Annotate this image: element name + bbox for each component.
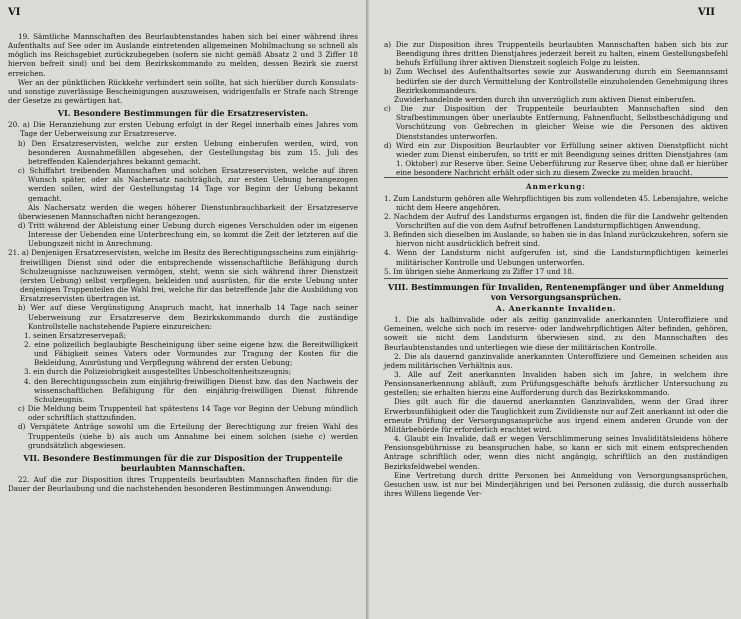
paragraph-19-note: Wer an der pünktlichen Rückkehr verhindert sein sollte, hat sich hierüber durch Konsulats- und sonstige zuverlässige Bescheinigungen auszuweisen, widrigenfalls er Strafe nach Strenge der Gesetze zu gewärtigen hat. [8,77,358,106]
paragraph-21c: c) Die Meldung beim Truppenteil hat spätestens 14 Tage vor Beginn der Uebung mündlich oder schriftlich stattzufinden. [18,404,358,423]
left-column [8,32,358,493]
page-number-right: VII [697,7,715,18]
paragraph-3-note: Dies gilt auch für die dauernd anerkannten Ganzinvaliden, wenn der Grad ihrer Erwerbsunfähigkeit oder die Tauglichkeit zum Zivildienste nur auf Zeit anerkannt ist oder die erneute Prüfung der Versorgungsansprüche aus irgend einem anderen Grunde von der Militärbehörde für erforderlich erachtet wird. [384,397,728,434]
paragraph-3: 3. Alle auf Zeit anerkannten Invaliden haben sich im Jahre, in welchem ihre Pensionsanerkennung abläuft, zum Prüfungsgeschäfte behufs ärztlicher Untersuchung zu gestellen; sie erhalten hierzu eine Aufforderung durch das Bezirkskommando. [384,370,728,398]
list-item: 2. eine polizeilich beglaubigte Bescheinigung über seine eigene bzw. die Bereitwilligkeit und Fähigkeit seines Vaters oder Vormundes zur Tragung der Kosten für die Bekleidung, Ausrüstung und Verpflegung während der ersten Uebung; [24,340,358,368]
paragraph-4-note: Eine Vertretung durch dritte Personen bei Anmeldung von Versorgungsansprüchen, Gesuchen usw. ist nur bei Minderjährigen und bei Personen zulässig, die durch ausserhalb ihres Willens liegende Ver- [384,470,728,499]
heading-section-vii: VII. Besondere Bestimmungen für die zur Disposition der Truppenteile beurlaubten Mannschaften. [23,452,343,473]
right-page [370,0,741,619]
paragraph-20d: d) Tritt während der Ableistung einer Uebung durch eigenes Verschulden oder im eigenen Interesse der Uebenden eine Unterbrechung ein, so kommt die Zeit der letzteren auf die Uebungszeit nicht in Anrechnung. [18,220,358,249]
list-item: 3. ein durch die Polizeiobrigkeit ausgestelltes Unbescholtenheitszeugnis; [24,367,292,377]
heading-section-viii: VIII. Bestimmungen für Invaliden, Rentenempfänger und über Anmeldung von Versorgungsansprüchen. [387,281,725,302]
subheading-a: A. Anerkannte Invaliden. [495,303,617,313]
page-number-left: VI [8,7,21,18]
paragraph-2: 2. Die als dauernd ganzinvalide anerkannten Unteroffiziere und Gemeinen scheiden aus jedem militärischen Verhältnis aus. [384,351,728,370]
paragraph-1: 1. Die als halbinvalide oder als zeitig ganzinvalide anerkannten Unteroffiziere und Gemeinen, welche sich noch im reserve- oder landwehrpflichtigen Alter befinden, gehören, soweit sie nicht dem Landsturm überwiesen sind, zu den Mannschaften des Beurlaubtenstandes und unterliegen wie diese der militärischen Kontrolle. [384,315,728,352]
right-column [384,40,728,498]
paragraph-4: 4. Glaubt ein Invalide, daß er wegen Verschlimmerung seines Invaliditätsleidens höhere Pensionsgebührnisse zu beanspruchen habe, so kann er sich mit einem entsprechenden Antrage schriftlich oder, wenn dies nicht angängig, schriftlich an den zuständigen Bezirksfeldwebel wenden. [384,434,728,471]
annotation-item: 5. Im übrigen siehe Anmerkung zu Ziffer 17 und 18. [384,266,575,276]
annotation-item: 1. Zum Landsturm gehören alle Wehrpflichtigen bis zum vollendeten 45. Lebensjahre, welche nicht dem Heere angehören. [384,193,728,212]
annotation-item: 2. Nachdem der Aufruf des Landsturms ergangen ist, finden die für die Landwehr geltenden Vorschriften auf die von dem Aufruf betroffenen Landsturmpflichtigen Anwendung. [384,211,728,230]
annotation-box [384,177,728,279]
annotation-title: Anmerkung: [526,182,586,192]
paragraph-a: a) Die zur Disposition ihres Truppenteils beurlaubten Mannschaften haben sich bis zur Beendigung ihres dritten Dienstjahres jederzeit bereit zu halten, einem Gestellungsbefehl behufs Erfüllung ihrer aktiven Dienstzeit sogleich Folge zu leisten. [384,40,728,68]
paragraph-20c: c) Schiffahrt treibenden Mannschaften und solchen Ersatzreservisten, welche auf ihren Wunsch später, oder als Nachersatz nachträglich, zur ersten Uebung herangezogen werden sollen, wird der Gestellungstag 14 Tage vor Beginn der Uebung bekannt gemacht. [18,166,358,203]
paragraph-22: 22. Auf die zur Disposition ihres Truppenteils beurlaubten Mannschaften finden für die Dauer der Beurlaubung und die nachstehenden besonderen Bestimmungen Anwendung: [8,474,358,494]
heading-section-vi: VI. Besondere Bestimmungen für die Ersatzreservisten. [57,108,309,119]
annotation-item: 4. Wenn der Landsturm nicht aufgerufen ist, sind die Landsturmpflichtigen keinerlei militärischer Kontrolle und Uebungen unterworfen. [384,248,728,267]
paragraph-c: c) Die zur Disposition der Truppenteile beurlaubten Mannschaften sind den Strafbestimmungen über unerlaubte Entfernung, Fahnenflucht, Selbstbeschädigung und Vorschützung von Gebrechen in gleicher Weise wie die Personen des aktiven Dienststandes unterworfen. [384,104,728,141]
paragraph-21b: b) Wer auf diese Vergünstigung Anspruch macht, hat innerhalb 14 Tage nach seiner Ueberweisung zur Ersatzreserve dem Bezirkskommando durch die zuständige Kontrollstelle nachstehende Papiere einzureichen: [18,303,358,331]
paragraph-20a: 20. a) Die Heranziehung zur ersten Uebung erfolgt in der Regel innerhalb eines Jahres vom Tage der Ueberweisung zur Ersatzreserve. [8,120,358,139]
paragraph-b: b) Zum Wechsel des Aufenthaltsortes sowie zur Auswanderung durch ein Seemannsamt bedürfen sie der durch Vermittelung der Kontrollstelle einzuholenden Genehmigung ihres Bezirkskommandeurs. [384,67,728,95]
left-page [0,0,368,619]
list-item: 1. seinen Ersatzreservepaß; [24,330,127,340]
paragraph-21d: d) Verspätete Anträge sowohl um die Erteilung der Berechtigung zur freien Wahl des Truppenteils (siehe b) als auch um Annahme bei einem solchen (siehe c) werden grundsätzlich abgewiesen. [18,422,358,450]
paragraph-20c-note: Als Nachersatz werden die wegen höherer Dienstunbrauchbarkeit der Ersatzreserve überwiesenen Mannschaften nicht herangezogen. [18,202,358,221]
list-item: 4. den Berechtigungsschein zum einjährig-freiwilligen Dienst bzw. das den Nachweis der wissenschaftlichen Befähigung für den einjährig-freiwilligen Dienst führende Schulzeugnis. [24,376,358,404]
paragraph-d: d) Wird ein zur Disposition Beurlaubter vor Erfüllung seiner aktiven Dienstpflicht nicht wieder zum Dienst einberufen, so tritt er mit Beendigung seines dritten Dienstjahres (am 1. Oktober) zur Reserve über. Seine Ueberführung zur Reserve über, ohne daß er hierüber eine besondere Nachricht erhält oder sich zu diesem Zwecke zu melden braucht. [384,140,728,178]
paragraph-21a: 21. a) Denjenigen Ersatzreservisten, welche im Besitz des Berechtigungsscheins zum einjährig-freiwilligen Dienst sind oder die entsprechende wissenschaftliche Befähigung durch Schulzeugnisse nachzuweisen vermögen, steht, wenn sie sich während ihrer Dienstzeit (ersten Uebung) selbst verpflegen, bekleiden und ausrüsten, für die erste Uebung unter denjenigen Truppenteilen die Wahl frei, welche für das betreffende Jahr die Ausbildung von Ersatzreservisten übertragen ist. [8,248,358,304]
paragraph-20b: b) Den Ersatzreservisten, welche zur ersten Uebung einberufen werden, wird, von besonderen Ausnahmefällen abgesehen, der Gestellungstag bis zum 15. Juli des betreffenden Kalenderjahres bekannt gemacht. [18,138,358,166]
paragraph-b-note: Zuwiderhandelnde werden durch ihn unverzüglich zum aktiven Dienst einberufen. [394,94,696,104]
annotation-item: 3. Befinden sich dieselben im Auslande, so haben sie in das Inland zurückzukehren, sofern sie hiervon nicht ausdrücklich befreit sind. [384,230,728,249]
paragraph-19: 19. Sämtliche Mannschaften des Beurlaubtenstandes haben sich bei einer während ihres Aufenthalts auf See oder im Auslande eintretenden allgemeinen Mobilmachung so schnell als möglich ins Reichsgebiet zurückzubegeben (sofern sie nicht gemäß Absatz 2 und 3 Ziffer 18 hiervon befreit sind) und bei dem Bezirkskommando zu melden, dessen Bezirk sie zuerst erreichen. [8,32,358,78]
